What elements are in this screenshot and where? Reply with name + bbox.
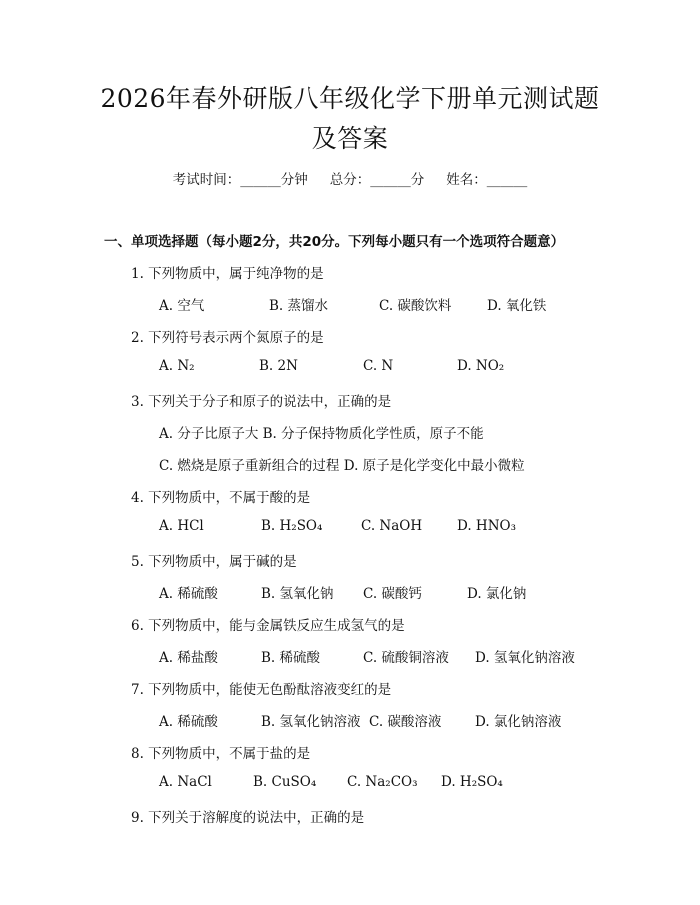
option-b: B. 氢氧化钠溶液 [261,714,361,730]
option-d: D. HNO₃ [457,518,516,534]
question-options-line: A. 分子比原子大 B. 分子保持物质化学性质，原子不能 [159,426,484,442]
option-c: C. N [363,358,394,374]
option-c: C. Na₂CO₃ [347,774,418,790]
option-a: A. NaCl [159,774,212,790]
exam-info [0,168,700,188]
question-stem: 5. 下列物质中，属于碱的是 [131,554,297,570]
option-d: D. NO₂ [457,358,505,374]
option-a: A. 稀硫酸 [159,586,218,602]
option-d: D. 氢氧化钠溶液 [475,650,575,666]
option-b: B. 氢氧化钠 [261,586,334,602]
question-stem: 7. 下列物质中，能使无色酚酞溶液变红的是 [131,682,392,698]
option-c: C. 碳酸钙 [363,586,422,602]
exam-time: 考试时间：______分钟 [172,172,308,188]
page-title: 2026年春外研版八年级化学下册单元测试题 [100,84,600,113]
question-stem: 1. 下列物质中，属于纯净物的是 [131,266,324,282]
option-d: D. 氧化铁 [487,298,547,314]
exam-name: 姓名：______ [446,172,528,188]
option-a: A. N₂ [159,358,195,374]
option-a: A. 稀硫酸 [159,714,218,730]
option-d: D. 氯化钠 [467,586,527,602]
option-b: B. 蒸馏水 [269,298,329,314]
question-stem: 3. 下列关于分子和原子的说法中，正确的是 [131,394,392,410]
question-options-line: C. 燃烧是原子重新组合的过程 D. 原子是化学变化中最小微粒 [159,458,525,474]
question-stem: 9. 下列关于溶解度的说法中，正确的是 [131,810,365,826]
option-b: B. 2N [259,358,298,374]
option-a: A. HCl [159,518,204,534]
question-stem: 8. 下列物质中，不属于盐的是 [131,746,311,762]
page-title-continued: 及答案 [311,124,389,153]
option-b: B. 稀硫酸 [261,650,321,666]
option-c: C. NaOH [361,518,423,534]
option-c: C. 硫酸铜溶液 [363,650,449,666]
option-c: C. 碳酸饮料 [379,298,452,314]
option-d: D. H₂SO₄ [441,774,503,790]
question-stem: 6. 下列物质中，能与金属铁反应生成氢气的是 [131,618,405,634]
option-c: C. 碳酸溶液 [369,714,442,730]
option-a: A. 空气 [159,298,205,314]
option-b: B. CuSO₄ [253,774,317,790]
option-a: A. 稀盐酸 [159,650,218,666]
question-stem: 2. 下列符号表示两个氮原子的是 [131,330,324,346]
question-stem: 4. 下列物质中，不属于酸的是 [131,490,311,506]
option-b: B. H₂SO₄ [261,518,323,534]
exam-total-score: 总分：______分 [329,172,425,188]
section-heading: 一、单项选择题（每小题2分，共20分。下列每小题只有一个选项符合题意） [104,234,565,250]
option-d: D. 氯化钠溶液 [475,714,562,730]
